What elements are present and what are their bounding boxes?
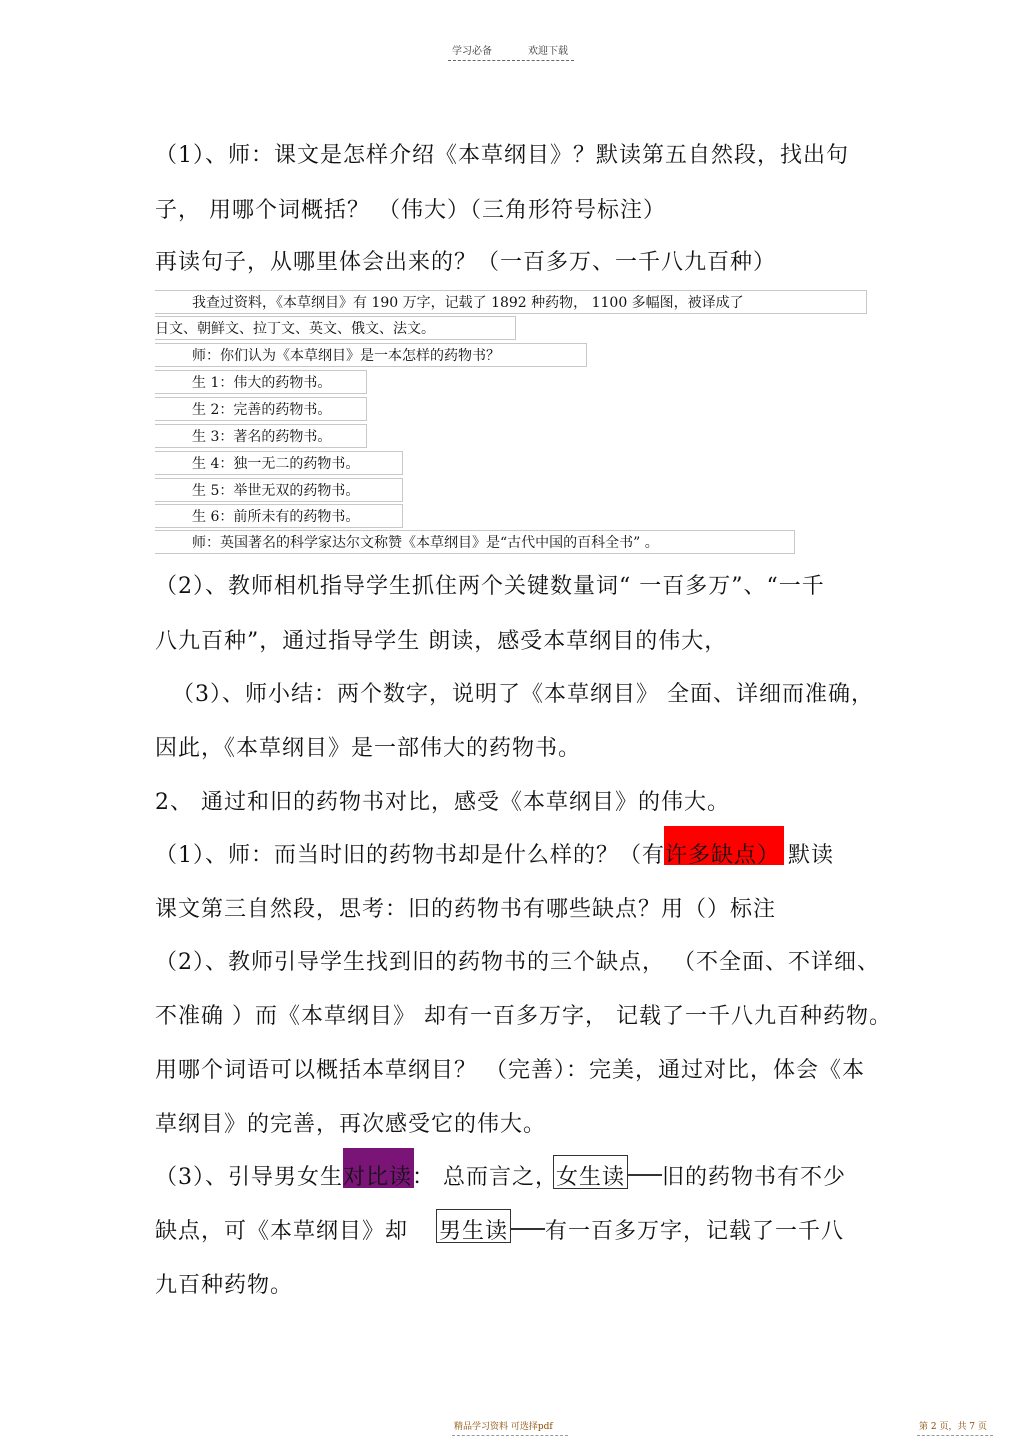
- para-q3a-post: 旧的药物书有不少: [662, 1165, 847, 1190]
- boxed-line: 生 4：独一无二的药物书。: [192, 456, 360, 472]
- boxed-line: 生 6：前所未有的药物书。: [192, 509, 360, 525]
- header-rule: [448, 60, 574, 61]
- para-q1b: 课文第三自然段，思考：旧的药物书有哪些缺点？用（）标注: [155, 897, 777, 922]
- boxed-line: 生 5：举世无双的药物书。: [192, 483, 360, 499]
- para-q3b-pre: 缺点，可《本草纲目》却: [155, 1219, 409, 1244]
- dash-line: [628, 1174, 662, 1176]
- para-3a: （3）、师小结：两个数字，说明了《本草纲目》 全面、详细而准确，: [172, 682, 874, 707]
- para-q3c: 九百种药物。: [155, 1273, 294, 1298]
- boxed-line: 生 1：伟大的药物书。: [192, 375, 332, 391]
- para-1a: （1）、师：课文是怎样介绍《本草纲目》？默读第五自然段，找出句: [155, 143, 849, 168]
- boxed-line: 师：你们认为《本草纲目》是一本怎样的药物书？: [192, 348, 500, 364]
- para-q1a: （1）、师：而当时旧的药物书却是什么样的？（有许多缺点） 默读: [155, 843, 834, 868]
- boxed-line: 我查过资料，《本草纲目》有 190 万字，记载了 1892 种药物， 1100 多幅图，被译成了: [192, 295, 744, 311]
- para-q2a: （2）、教师引导学生找到旧的药物书的三个缺点， （不全面、不详细、: [155, 950, 880, 975]
- para-q2c: 用哪个词语可以概括本草纲目？ （完善）：完美，通过对比，体会《本: [155, 1058, 865, 1083]
- para-3b: 因此，《本草纲目》是一部伟大的药物书。: [155, 736, 582, 761]
- boxed-line: 生 2：完善的药物书。: [192, 402, 332, 418]
- boys-read-label: 男生读: [439, 1219, 509, 1244]
- boxed-line: 日文、朝鲜文、拉丁文、英文、俄文、法文。: [155, 321, 435, 337]
- footer-left: 精品学习资料 可选择pdf: [454, 1422, 553, 1432]
- para-2a: （2）、教师相机指导学生抓住两个关键数量词“ 一百多万”、“一千: [155, 574, 825, 599]
- para-q2b: 不准确 ）而《本草纲目》 却有一百多万字， 记载了一千八九百种药物。: [155, 1004, 892, 1029]
- para-1b: 子， 用哪个词概括？ （伟大）（三角形符号标注）: [155, 198, 666, 223]
- footer-rule-right: [917, 1435, 993, 1436]
- footer-page-number: 第 2 页，共 7 页: [919, 1422, 987, 1432]
- dash-line: [511, 1228, 545, 1230]
- para-q3b-post: 有一百多万字，记载了一千八: [545, 1219, 845, 1244]
- para-2b: 八九百种”，通过指导学生 朗读，感受本草纲目的伟大，: [155, 629, 728, 654]
- footer-rule-left: [452, 1435, 568, 1436]
- boxed-line: 师：英国著名的科学家达尔文称赞《本草纲目》是“古代中国的百科全书” 。: [192, 535, 659, 551]
- para-q2d: 草纲目》的完善，再次感受它的伟大。: [155, 1112, 547, 1137]
- header-right: 欢迎下载: [528, 46, 568, 57]
- section-2-heading: 2、 通过和旧的药物书对比，感受《本草纲目》的伟大。: [155, 790, 730, 815]
- boxed-line: 生 3：著名的药物书。: [192, 429, 332, 445]
- girls-read-label: 女生读: [556, 1165, 626, 1190]
- para-1c: 再读句子，从哪里体会出来的？（一百多万、一千八九百种）: [155, 250, 777, 275]
- header-left: 学习必备: [452, 46, 492, 57]
- para-q3a-pre: （3）、引导男女生对比读： 总而言之，: [155, 1165, 558, 1190]
